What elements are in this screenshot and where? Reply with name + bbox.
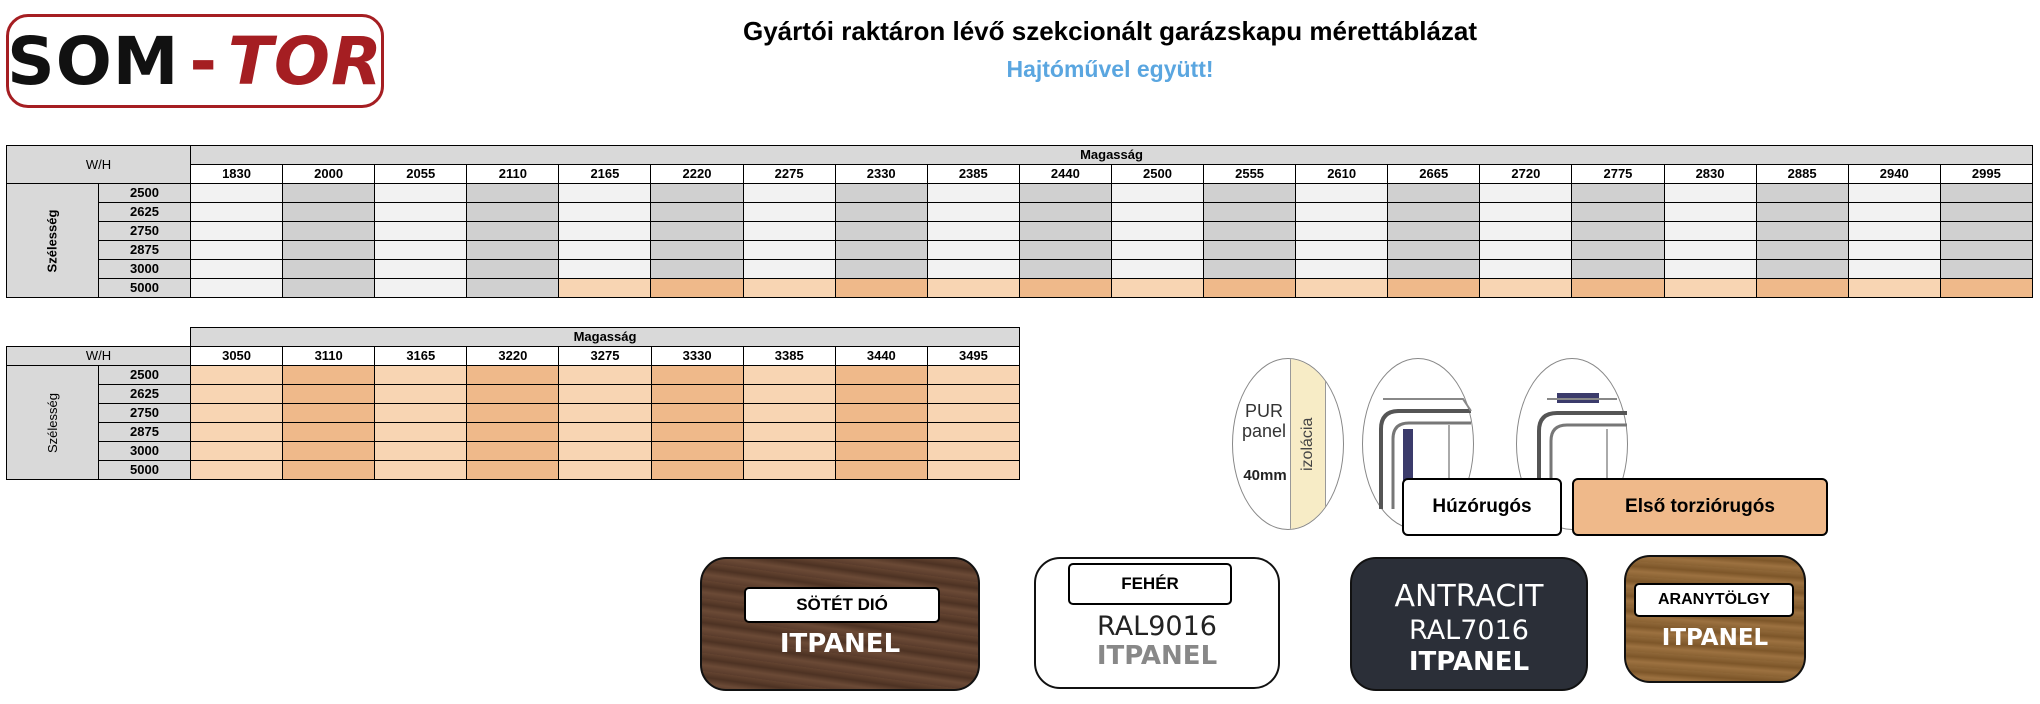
size-cell xyxy=(1296,260,1388,279)
size-cell xyxy=(1111,203,1203,222)
table-row xyxy=(7,461,1020,480)
height-value: 3495 xyxy=(927,347,1019,366)
size-cell xyxy=(1756,241,1848,260)
width-value: 2750 xyxy=(99,222,191,241)
insulation-label: izolácia xyxy=(1299,417,1316,471)
size-cell xyxy=(1204,203,1296,222)
size-cell xyxy=(467,385,559,404)
swatch-anthracite xyxy=(1350,557,1588,691)
size-cell xyxy=(1111,241,1203,260)
size-cell xyxy=(927,404,1019,423)
size-cell xyxy=(651,461,743,480)
size-cell xyxy=(1388,222,1480,241)
size-cell xyxy=(1756,203,1848,222)
size-cell xyxy=(927,184,1019,203)
anthracite-code: RAL7016 xyxy=(1409,615,1529,646)
size-cell xyxy=(1296,241,1388,260)
pur-panel-illustration xyxy=(1232,358,1344,530)
size-cell xyxy=(651,241,743,260)
size-cell xyxy=(1848,203,1940,222)
size-cell xyxy=(1204,184,1296,203)
size-cell xyxy=(1480,184,1572,203)
height-value: 2165 xyxy=(559,165,651,184)
size-cell xyxy=(1480,260,1572,279)
table-row xyxy=(7,423,1020,442)
size-cell xyxy=(283,184,375,203)
size-cell xyxy=(1572,241,1664,260)
size-cell xyxy=(559,222,651,241)
width-value: 2625 xyxy=(99,203,191,222)
corner-cell: W/H xyxy=(7,347,191,366)
size-cell xyxy=(467,423,559,442)
size-cell xyxy=(1756,184,1848,203)
size-cell xyxy=(1204,222,1296,241)
width-value: 2500 xyxy=(99,366,191,385)
table-row xyxy=(7,366,1020,385)
size-cell xyxy=(375,404,467,423)
height-value: 3050 xyxy=(191,347,283,366)
size-cell xyxy=(835,260,927,279)
size-cell xyxy=(1388,260,1480,279)
size-cell xyxy=(375,222,467,241)
size-cell xyxy=(927,241,1019,260)
height-value: 2500 xyxy=(1111,165,1203,184)
size-cell xyxy=(191,279,283,298)
size-cell xyxy=(1111,260,1203,279)
height-value: 2440 xyxy=(1019,165,1111,184)
height-value: 2055 xyxy=(375,165,467,184)
size-cell xyxy=(467,442,559,461)
height-value: 3275 xyxy=(559,347,651,366)
height-value: 2720 xyxy=(1480,165,1572,184)
size-cell xyxy=(651,423,743,442)
size-cell xyxy=(835,222,927,241)
size-cell xyxy=(1940,279,2032,298)
size-cell xyxy=(927,423,1019,442)
size-cell xyxy=(283,260,375,279)
size-cell xyxy=(651,260,743,279)
size-cell xyxy=(651,184,743,203)
size-cell xyxy=(1388,184,1480,203)
table-row xyxy=(7,222,2033,241)
width-header xyxy=(7,366,99,480)
height-value: 2555 xyxy=(1204,165,1296,184)
size-cell xyxy=(1572,222,1664,241)
size-cell xyxy=(927,385,1019,404)
table-row xyxy=(7,241,2033,260)
size-cell xyxy=(1756,222,1848,241)
height-value: 2665 xyxy=(1388,165,1480,184)
size-cell xyxy=(1480,279,1572,298)
company-logo xyxy=(6,14,384,108)
header-row-heights xyxy=(7,347,1020,366)
size-cell xyxy=(467,404,559,423)
size-cell xyxy=(467,184,559,203)
swatch-golden-oak xyxy=(1624,555,1806,683)
size-table-1 xyxy=(6,145,2033,298)
size-cell xyxy=(835,423,927,442)
size-cell xyxy=(1664,203,1756,222)
size-cell xyxy=(835,241,927,260)
size-cell xyxy=(743,404,835,423)
size-cell xyxy=(927,366,1019,385)
size-cell xyxy=(467,203,559,222)
size-cell xyxy=(743,279,835,298)
size-cell xyxy=(743,203,835,222)
width-header-text: Szélesség xyxy=(44,392,60,453)
width-value: 2875 xyxy=(99,423,191,442)
size-cell xyxy=(1664,184,1756,203)
corner-cell: W/H xyxy=(7,146,191,184)
size-cell xyxy=(375,423,467,442)
size-cell xyxy=(743,423,835,442)
height-value: 3385 xyxy=(743,347,835,366)
height-value: 3440 xyxy=(835,347,927,366)
size-cell xyxy=(1848,222,1940,241)
size-cell xyxy=(1572,260,1664,279)
size-cell xyxy=(283,404,375,423)
size-cell xyxy=(835,385,927,404)
size-cell xyxy=(743,222,835,241)
size-cell xyxy=(559,260,651,279)
size-cell xyxy=(191,260,283,279)
size-cell xyxy=(835,279,927,298)
size-cell xyxy=(1756,279,1848,298)
white-name: FEHÉR xyxy=(1068,563,1232,605)
height-value: 2385 xyxy=(927,165,1019,184)
width-value: 2625 xyxy=(99,385,191,404)
size-cell xyxy=(191,241,283,260)
size-cell xyxy=(1940,260,2032,279)
size-cell xyxy=(1019,279,1111,298)
size-cell xyxy=(1940,203,2032,222)
swatch-white xyxy=(1034,557,1280,689)
size-cell xyxy=(1019,203,1111,222)
width-header-text: Szélesség xyxy=(44,209,60,272)
size-cell xyxy=(1388,203,1480,222)
torsion-spring-label: Első torziórugós xyxy=(1572,478,1828,536)
golden-oak-brand: ITPANEL xyxy=(1661,625,1769,651)
size-cell xyxy=(927,279,1019,298)
size-cell xyxy=(1940,241,2032,260)
white-brand: ITPANEL xyxy=(1096,641,1218,671)
anthracite-name: ANTRACIT xyxy=(1394,579,1544,614)
size-cell xyxy=(191,442,283,461)
size-cell xyxy=(743,461,835,480)
size-cell xyxy=(375,385,467,404)
size-cell xyxy=(743,385,835,404)
thickness-label: 40mm xyxy=(1243,467,1287,484)
size-cell xyxy=(651,222,743,241)
size-cell xyxy=(1848,279,1940,298)
height-value: 2000 xyxy=(283,165,375,184)
size-cell xyxy=(283,203,375,222)
corner-cell xyxy=(7,328,191,347)
size-cell xyxy=(1664,260,1756,279)
size-cell xyxy=(467,366,559,385)
size-cell xyxy=(927,442,1019,461)
size-cell xyxy=(467,222,559,241)
size-cell xyxy=(1664,241,1756,260)
header-row-magassag xyxy=(7,328,1020,347)
height-value: 3330 xyxy=(651,347,743,366)
size-cell xyxy=(191,385,283,404)
logo-text-som: SOM xyxy=(7,22,180,100)
height-value: 2330 xyxy=(835,165,927,184)
height-value: 3165 xyxy=(375,347,467,366)
size-cell xyxy=(467,260,559,279)
size-cell xyxy=(283,423,375,442)
size-cell xyxy=(467,461,559,480)
size-cell xyxy=(743,366,835,385)
table-row xyxy=(7,260,2033,279)
size-cell xyxy=(1204,260,1296,279)
golden-oak-name: ARANYTÖLGY xyxy=(1634,583,1794,617)
height-value: 2610 xyxy=(1296,165,1388,184)
size-cell xyxy=(835,442,927,461)
size-cell xyxy=(651,442,743,461)
dark-walnut-brand: ITPANEL xyxy=(779,629,901,659)
size-cell xyxy=(191,461,283,480)
logo-text-tor: TOR xyxy=(227,22,383,100)
size-cell xyxy=(559,366,651,385)
size-cell xyxy=(375,366,467,385)
height-value: 2995 xyxy=(1940,165,2032,184)
pull-spring-label: Húzórugós xyxy=(1402,478,1562,536)
table-row xyxy=(7,203,2033,222)
height-value: 2275 xyxy=(743,165,835,184)
height-header: Magasság xyxy=(191,146,2033,165)
size-cell xyxy=(1848,241,1940,260)
size-cell xyxy=(835,366,927,385)
size-cell xyxy=(375,260,467,279)
height-header: Magasság xyxy=(191,328,1020,347)
size-cell xyxy=(1204,241,1296,260)
header-row-magassag xyxy=(7,146,2033,165)
size-cell xyxy=(1296,222,1388,241)
header-row-heights xyxy=(7,165,2033,184)
size-cell xyxy=(1664,222,1756,241)
size-cell xyxy=(835,184,927,203)
size-cell xyxy=(559,241,651,260)
size-cell xyxy=(375,203,467,222)
size-cell xyxy=(1480,222,1572,241)
width-value: 2875 xyxy=(99,241,191,260)
size-cell xyxy=(1572,279,1664,298)
width-value: 3000 xyxy=(99,442,191,461)
size-cell xyxy=(1940,222,2032,241)
pur-label: PUR xyxy=(1244,401,1283,421)
anthracite-brand: ITPANEL xyxy=(1408,647,1530,677)
size-cell xyxy=(1848,260,1940,279)
height-value: 2940 xyxy=(1848,165,1940,184)
table-row xyxy=(7,442,1020,461)
size-cell xyxy=(1848,184,1940,203)
size-cell xyxy=(1111,279,1203,298)
size-cell xyxy=(559,184,651,203)
size-cell xyxy=(375,461,467,480)
size-cell xyxy=(283,241,375,260)
page-title: Gyártói raktáron lévő szekcionált garázskapu mérettáblázat xyxy=(742,16,1478,46)
size-cell xyxy=(375,442,467,461)
size-cell xyxy=(191,222,283,241)
size-cell xyxy=(651,279,743,298)
size-cell xyxy=(1111,222,1203,241)
logo-dash: - xyxy=(189,22,218,100)
size-cell xyxy=(835,461,927,480)
panel-label: panel xyxy=(1241,421,1287,441)
size-cell xyxy=(191,423,283,442)
size-cell xyxy=(1296,184,1388,203)
size-cell xyxy=(283,442,375,461)
size-cell xyxy=(1204,279,1296,298)
page-subtitle: Hajtóművel együtt! xyxy=(1006,56,1214,82)
size-cell xyxy=(1296,203,1388,222)
size-cell xyxy=(1572,184,1664,203)
size-cell xyxy=(927,260,1019,279)
size-cell xyxy=(1940,184,2032,203)
width-value: 2750 xyxy=(99,404,191,423)
size-cell xyxy=(283,461,375,480)
table-row xyxy=(7,184,2033,203)
size-cell xyxy=(1296,279,1388,298)
size-cell xyxy=(743,260,835,279)
size-cell xyxy=(1388,279,1480,298)
size-table-2 xyxy=(6,327,1020,480)
size-cell xyxy=(559,203,651,222)
size-cell xyxy=(651,404,743,423)
height-value: 3110 xyxy=(283,347,375,366)
size-cell xyxy=(1480,203,1572,222)
size-cell xyxy=(559,404,651,423)
table-row xyxy=(7,404,1020,423)
width-value: 5000 xyxy=(99,461,191,480)
size-cell xyxy=(559,279,651,298)
size-cell xyxy=(927,461,1019,480)
height-value: 2220 xyxy=(651,165,743,184)
size-cell xyxy=(1019,184,1111,203)
size-cell xyxy=(191,404,283,423)
size-cell xyxy=(651,203,743,222)
size-cell xyxy=(375,241,467,260)
width-value: 2500 xyxy=(99,184,191,203)
size-cell xyxy=(743,241,835,260)
height-value: 2110 xyxy=(467,165,559,184)
height-value: 2885 xyxy=(1756,165,1848,184)
size-cell xyxy=(1756,260,1848,279)
size-cell xyxy=(651,385,743,404)
swatch-dark-walnut xyxy=(700,557,980,691)
size-cell xyxy=(283,385,375,404)
table-row xyxy=(7,385,1020,404)
size-cell xyxy=(559,385,651,404)
dark-walnut-name: SÖTÉT DIÓ xyxy=(744,587,940,623)
size-cell xyxy=(1019,241,1111,260)
size-cell xyxy=(1019,222,1111,241)
size-cell xyxy=(1388,241,1480,260)
size-cell xyxy=(651,366,743,385)
size-cell xyxy=(1664,279,1756,298)
size-cell xyxy=(1019,260,1111,279)
size-cell xyxy=(559,461,651,480)
height-value: 2830 xyxy=(1664,165,1756,184)
size-cell xyxy=(743,184,835,203)
size-cell xyxy=(283,366,375,385)
size-cell xyxy=(467,279,559,298)
size-cell xyxy=(191,203,283,222)
height-value: 3220 xyxy=(467,347,559,366)
width-header xyxy=(7,184,99,298)
size-cell xyxy=(375,279,467,298)
size-cell xyxy=(191,366,283,385)
size-cell xyxy=(927,203,1019,222)
height-value: 1830 xyxy=(191,165,283,184)
size-cell xyxy=(375,184,467,203)
size-cell xyxy=(743,442,835,461)
width-value: 3000 xyxy=(99,260,191,279)
size-cell xyxy=(559,423,651,442)
size-cell xyxy=(1480,241,1572,260)
size-cell xyxy=(191,184,283,203)
size-cell xyxy=(283,279,375,298)
size-cell xyxy=(835,404,927,423)
size-cell xyxy=(467,241,559,260)
width-value: 5000 xyxy=(99,279,191,298)
white-code: RAL9016 xyxy=(1097,611,1217,642)
size-cell xyxy=(283,222,375,241)
size-cell xyxy=(1572,203,1664,222)
size-cell xyxy=(1111,184,1203,203)
size-cell xyxy=(927,222,1019,241)
size-cell xyxy=(835,203,927,222)
table-row xyxy=(7,279,2033,298)
size-cell xyxy=(559,442,651,461)
height-value: 2775 xyxy=(1572,165,1664,184)
